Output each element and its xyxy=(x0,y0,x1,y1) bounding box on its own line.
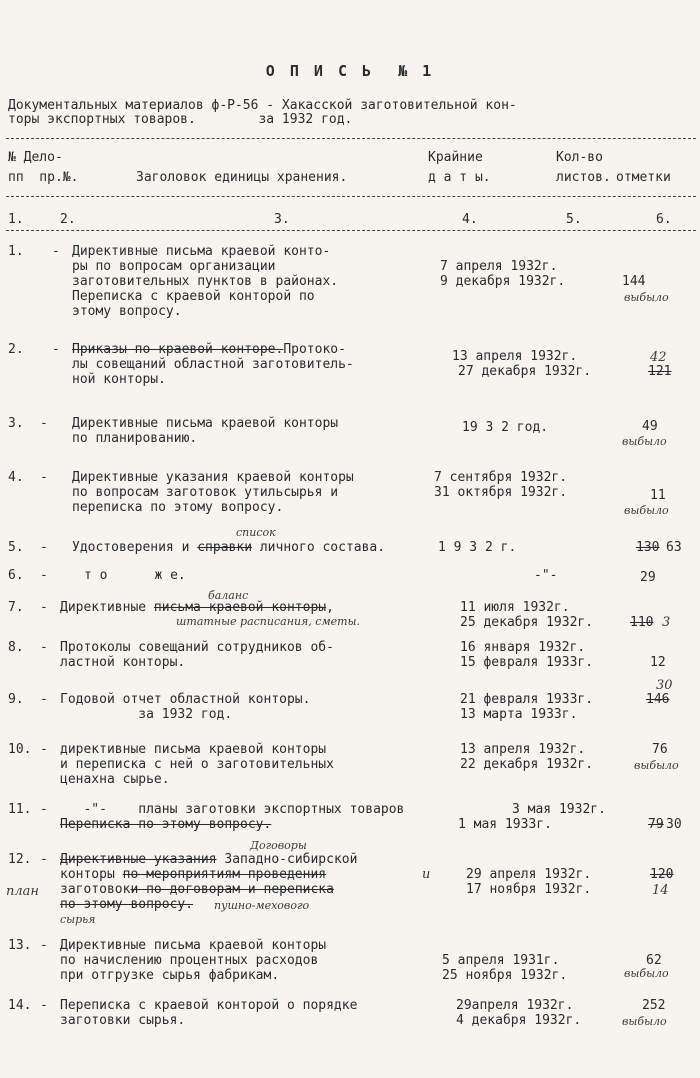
row-title-line: Протоколы совещаний сотрудников об- xyxy=(60,640,334,655)
row-title-line: за 1932 год. xyxy=(60,707,233,722)
row-dash: - xyxy=(52,342,60,357)
row-sheets: 62 xyxy=(646,953,662,968)
row-date-start: 13 апреля 1932г. xyxy=(452,349,578,364)
row-handwritten-prefix: план xyxy=(6,884,39,899)
row-sheets: 146 xyxy=(646,692,670,707)
header-dates-bottom: д а т ы. xyxy=(428,170,491,185)
row-number: 9. xyxy=(8,692,24,707)
row-mark: 63 xyxy=(666,540,682,555)
row-title-line: Переписка с краевой конторой по xyxy=(72,289,315,304)
header-sheets-bottom: листов. xyxy=(556,170,611,185)
row-mark: выбыло xyxy=(622,1015,667,1028)
row-date-start: 16 января 1932г. xyxy=(460,640,586,655)
col-number-6: 6. xyxy=(656,212,672,227)
row-annotation: список xyxy=(236,526,276,539)
row-mark: 30 xyxy=(656,678,673,693)
divider-columns xyxy=(6,230,696,231)
col-number-4: 4. xyxy=(462,212,478,227)
row-dash: - xyxy=(40,998,48,1013)
row-number: 10. xyxy=(8,742,32,757)
row-date-start: 13 апреля 1932г. xyxy=(460,742,586,757)
row-date-start: 7 апреля 1932г. xyxy=(440,259,558,274)
row-number: 1. xyxy=(8,244,24,259)
row-number: 2. xyxy=(8,342,24,357)
row-dash: - xyxy=(40,640,48,655)
row-mark: 42 xyxy=(650,350,667,365)
row-dash: - xyxy=(40,470,48,485)
row-mark: выбыло xyxy=(624,967,669,980)
row-handwritten-suffix: пушно-мехового xyxy=(214,899,310,912)
col-number-1: 1. xyxy=(8,212,24,227)
row-date-start: 19 3 2 год. xyxy=(462,420,549,435)
row-title-line: ластной конторы. xyxy=(60,655,186,670)
row-title-line: т о ж е. xyxy=(84,568,186,583)
col-number-3: 3. xyxy=(274,212,290,227)
row-annotation: Договоры xyxy=(250,839,307,852)
row-date-end: 15 февраля 1933г. xyxy=(460,655,594,670)
row-title-line: лы совещаний областной заготовитель- xyxy=(72,357,354,372)
row-sheets: 252 xyxy=(642,998,666,1013)
row-title-line: Переписка по этому вопросу. xyxy=(60,817,272,832)
row-title-line: по планированию. xyxy=(72,431,198,446)
row-handwritten-line: сырья xyxy=(60,913,96,926)
row-title-line: Директивные письма краевой конторы xyxy=(60,938,327,953)
header-dates-top: Крайние xyxy=(428,150,483,165)
row-number: 3. xyxy=(8,416,24,431)
row-title-line: заготовительных пунктов в районах. xyxy=(72,274,339,289)
row-mark: выбыло xyxy=(634,759,679,772)
row-title-line: Директивные письма краевой конто- xyxy=(72,244,331,259)
row-title-line: переписка по этому вопросу. xyxy=(72,500,284,515)
row-title-line: Директивные письма краевой конторы, xyxy=(60,600,334,615)
row-title-line: при отгрузке сырья фабрикам. xyxy=(60,968,280,983)
row-date-start: 11 июля 1932г. xyxy=(460,600,570,615)
row-date-start: 29апреля 1932г. xyxy=(456,998,574,1013)
col-number-5: 5. xyxy=(566,212,582,227)
row-sheets: 79 xyxy=(648,817,664,832)
header-number-top: № Дело- xyxy=(8,150,63,165)
header-number-bottom: пп пр.№. xyxy=(8,170,79,185)
row-date-end: 4 декабря 1932г. xyxy=(456,1013,582,1028)
page-title: О П И С Ь № 1 xyxy=(265,62,435,80)
row-sheets: 130 xyxy=(636,540,660,555)
row-title-line: заготовоки по договорам и переписка xyxy=(60,882,334,897)
divider-top xyxy=(6,138,696,139)
subtitle-line-1: Документальных материалов ф-Р-56 - Хакасской заготовительной кон- xyxy=(8,98,517,113)
row-date-start: -"- xyxy=(534,568,558,583)
row-number: 11. xyxy=(8,802,32,817)
row-mark: выбыло xyxy=(624,291,669,304)
row-mark: 3 xyxy=(662,615,671,630)
row-sheets: 121 xyxy=(648,364,672,379)
row-date-end: 31 октября 1932г. xyxy=(434,485,568,500)
row-date-end: 1 мая 1933г. xyxy=(458,817,552,832)
row-date-end: 9 декабря 1932г. xyxy=(440,274,566,289)
row-number: 6. xyxy=(8,568,24,583)
row-handwritten-mid: и xyxy=(422,867,431,882)
row-title-line: заготовки сырья. xyxy=(60,1013,186,1028)
row-number: 7. xyxy=(8,600,24,615)
row-date-start: 1 9 3 2 г. xyxy=(438,540,517,555)
row-number: 14. xyxy=(8,998,32,1013)
row-mark: выбыло xyxy=(624,504,669,517)
row-dash: - xyxy=(52,244,60,259)
row-sheets: 144 xyxy=(622,274,646,289)
row-sheets: 11 xyxy=(650,488,666,503)
row-sheets: 12 xyxy=(650,655,666,670)
row-mark: выбыло xyxy=(622,435,667,448)
row-date-end: 13 марта 1933г. xyxy=(460,707,578,722)
row-title-line: Годовой отчет областной конторы. xyxy=(60,692,311,707)
row-sheets: 110 xyxy=(630,615,654,630)
col-number-2: 2. xyxy=(60,212,76,227)
header-sheets-top: Кол-во xyxy=(556,150,603,165)
row-date-start: 21 февраля 1933г. xyxy=(460,692,594,707)
row-title-line: и переписка с ней о заготовительных xyxy=(60,757,334,772)
row-title-line: конторы по мероприятиям проведения xyxy=(60,867,327,882)
row-title-line: Приказы по краевой конторе.Протоко- xyxy=(72,342,346,357)
row-title-line: по вопросам заготовок утильсырья и xyxy=(72,485,339,500)
row-number: 13. xyxy=(8,938,32,953)
row-annotation: баланс xyxy=(208,589,249,602)
row-sheets: 49 xyxy=(642,419,658,434)
row-date-start: 5 апреля 1931г. xyxy=(442,953,560,968)
row-dash: - xyxy=(40,568,48,583)
row-sheets: 120 xyxy=(650,867,674,882)
row-title-line: Директивные указания краевой конторы xyxy=(72,470,354,485)
row-title-line: по начислению процентных расходов xyxy=(60,953,319,968)
row-title-line: Директивные письма краевой конторы xyxy=(72,416,339,431)
row-mark: 14 xyxy=(652,883,669,898)
row-dash: - xyxy=(40,600,48,615)
row-dash: - xyxy=(40,692,48,707)
row-dash: - xyxy=(40,742,48,757)
divider-header xyxy=(6,196,696,197)
subtitle-line-2: торы экспортных товаров. за 1932 год. xyxy=(8,112,353,127)
row-title-line: Удостоверения и справки личного состава. xyxy=(72,540,386,555)
header-marks: отметки xyxy=(616,170,671,185)
row-title-line: -"- планы заготовки экспортных товаров xyxy=(60,802,405,817)
row-dash: - xyxy=(40,802,48,817)
row-number: 5. xyxy=(8,540,24,555)
row-title-line: ной конторы. xyxy=(72,372,166,387)
row-title-line: ры по вопросам организации xyxy=(72,259,276,274)
row-date-end: 17 ноября 1932г. xyxy=(466,882,592,897)
row-sheets: 76 xyxy=(652,742,668,757)
row-sheets: 29 xyxy=(640,570,656,585)
row-dash: - xyxy=(40,416,48,431)
row-dash: - xyxy=(40,540,48,555)
row-number: 8. xyxy=(8,640,24,655)
row-date-start: 7 сентября 1932г. xyxy=(434,470,568,485)
row-date-end: 27 декабря 1932г. xyxy=(458,364,592,379)
row-date-end: 22 декабря 1932г. xyxy=(460,757,594,772)
row-mark: 30 xyxy=(666,817,682,832)
row-number: 12. xyxy=(8,852,32,867)
row-title-line: директивные письма краевой конторы xyxy=(60,742,327,757)
row-dash: - xyxy=(40,938,48,953)
row-title-line: по этому вопросу. xyxy=(60,897,194,912)
row-date-start: 29 апреля 1932г. xyxy=(466,867,592,882)
row-date-end: 25 декабря 1932г. xyxy=(460,615,594,630)
row-title-line: Переписка с краевой конторой о порядке xyxy=(60,998,358,1013)
row-title-line: этому вопросу. xyxy=(72,304,182,319)
row-date-end: 25 ноября 1932г. xyxy=(442,968,568,983)
row-number: 4. xyxy=(8,470,24,485)
row-title-line: Директивные указания Западно-сибирской xyxy=(60,852,358,867)
row-date-start: 3 мая 1932г. xyxy=(512,802,606,817)
row-dash: - xyxy=(40,852,48,867)
row-handwritten-line: штатные расписания, сметы. xyxy=(176,615,360,628)
header-title: Заголовок единицы хранения. xyxy=(136,170,348,185)
row-title-line: ценахна сырье. xyxy=(60,772,170,787)
